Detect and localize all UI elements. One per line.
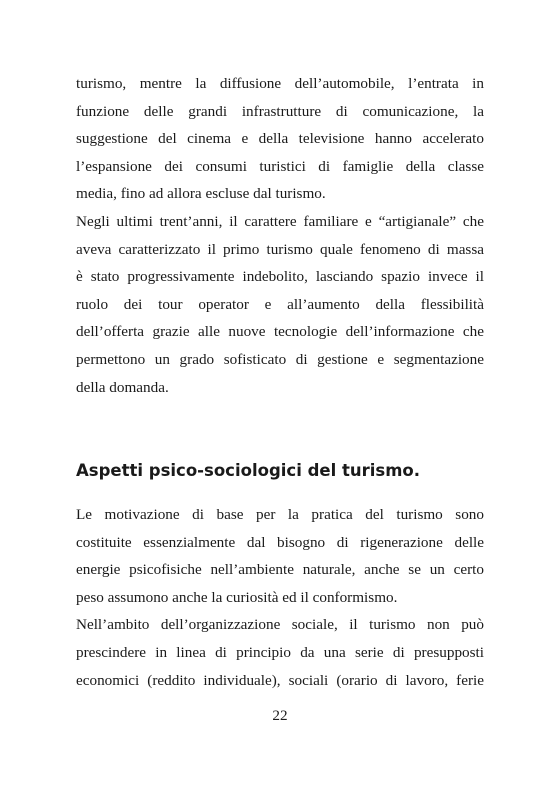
text-line: l’espansione dei consumi turistici di famiglie della classe — [76, 157, 484, 175]
paragraph-last-thirty-years — [76, 208, 484, 401]
text-line: peso assumono anche la curiosità ed il conformismo. — [76, 588, 398, 606]
body-text-lower — [76, 501, 484, 694]
text-line: permettono un grado sofisticato di gestione e segmentazione — [76, 350, 484, 368]
text-line: prescindere in linea di principio da una serie di presupposti — [76, 643, 484, 661]
text-line: turismo, mentre la diffusione dell’automobile, l’entrata in — [76, 75, 484, 92]
text-line: della domanda. — [76, 378, 169, 396]
text-line: funzione delle grandi infrastrutture di comunicazione, la — [76, 102, 484, 120]
page-number: 22 — [272, 707, 288, 724]
paragraph-social-organization — [76, 611, 484, 694]
section-heading: Aspetti psico-sociologici del turismo. — [76, 461, 421, 480]
text-line: dell’offerta grazie alle nuove tecnologie dell’informazione che — [76, 323, 484, 341]
text-line: economici (reddito individuale), sociali (orario di lavoro, ferie — [76, 671, 484, 689]
text-line: costituite essenzialmente dal bisogno di rigenerazione delle — [76, 533, 484, 551]
text-line: è stato progressivamente indebolito, lasciando spazio invece il — [76, 268, 484, 286]
text-line: Negli ultimi trent’anni, il carattere familiare e “artigianale” che — [76, 212, 484, 230]
text-line: energie psicofisiche nell’ambiente naturale, anche se un certo — [76, 561, 484, 579]
text-line: media, fino ad allora escluse dal turismo. — [76, 185, 326, 203]
text-line: aveva caratterizzato il primo turismo quale fenomeno di massa — [76, 240, 484, 258]
text-line: suggestione del cinema e della televisione hanno accelerato — [76, 130, 484, 148]
body-text-upper — [76, 70, 484, 401]
text-line: Le motivazione di base per la pratica del turismo sono — [76, 506, 484, 523]
text-line: Nell’ambito dell’organizzazione sociale, il turismo non può — [76, 616, 484, 634]
text-line: ruolo dei tour operator e all’aumento della flessibilità — [76, 295, 484, 313]
paragraph-motivations — [76, 501, 484, 611]
paragraph-tourism-diffusion — [76, 70, 484, 208]
